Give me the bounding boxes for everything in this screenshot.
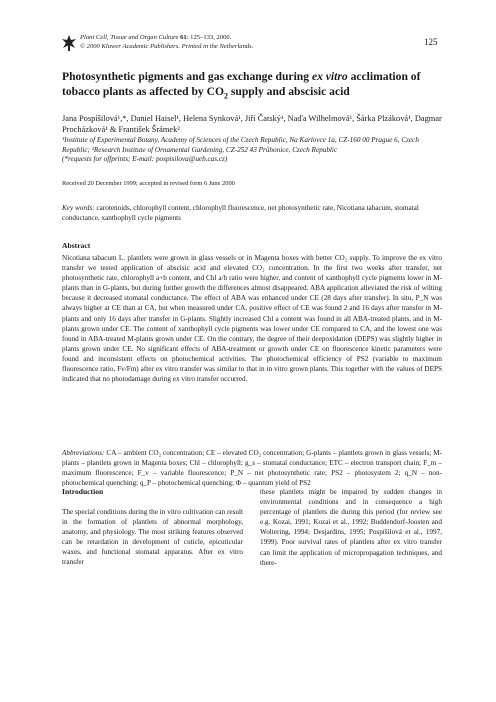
journal-pages: : 125–133, 2000.: [186, 34, 232, 41]
title-line-1: Photosynthetic pigments and gas exchange during ex vitro acclimation of: [62, 70, 421, 83]
title-italic-term: ex vitro: [311, 70, 348, 83]
keywords: [62, 203, 442, 223]
page-number: 125: [424, 37, 438, 47]
article-title: [62, 69, 442, 103]
affiliation-institutes: ¹Institute of Experimental Botany, Academy of Sciences of the Czech Republic, Na Karlovce 1a, CZ-160 00 Prague 6, Czech Republic; ²Research Institute of Ornamental Gardening, CZ-252 43 Průhonice, Czech Republic: [62, 136, 419, 154]
keywords-label: Key words:: [62, 204, 95, 212]
introduction-column-2: these plantlets might be impaired by sudden changes in environmental conditions and in consequence a high percentage of plantlets die during this period (for review see e.g. Kozai, 1991; Kozai et al., 1992; Buddendorf-Joosten and Woltering, 1994; Desjardins, 1995; Pospíšilová et al., 1997, 1999). Poor survival rates of plantlets after ex vitro transfer can limit the application of micropropagation techniques, and there-: [260, 488, 442, 567]
copyright-line: © 2000 Kluwer Academic Publishers. Printed in the Netherlands.: [80, 43, 254, 50]
author-list: Jana Pospíšilová¹,*, Daniel Haisel¹, Helena Synková¹, Jiří Čatský¹, Naďa Wilhelmová¹, Šárka Plzáková¹, Dagmar Procházková¹ & František Šrámek²: [62, 114, 442, 134]
journal-volume: 61: [180, 34, 187, 41]
received-dates: Received 20 December 1999; accepted in revised form 6 June 2000: [62, 180, 235, 187]
publisher-logo-icon: [61, 34, 77, 52]
abbreviations: [62, 448, 442, 488]
journal-name: Plant Cell, Tissue and Organ Culture: [80, 34, 179, 41]
introduction-heading: Introduction: [62, 487, 104, 496]
introduction-column-1: The special conditions during the in vitro cultivation can result in the formation of plantlets of abnormal morphology, anatomy, and physiology. The most striking features observed can be retardation in development of cuticle, epicuticular waxes, and functional stomatal apparatus. After ex vitro transfer: [62, 508, 243, 567]
journal-logo: [61, 34, 77, 52]
abstract-text: Nicotiana tabacum L. plantlets were grown in glass vessels or in Magenta boxes with better CO₂ supply. To improve the ex vitro transfer we tested application of abscisic acid and elevated CO₂ concentration. In the first two weeks after transfer, net photosynthetic rate, chlorophyll a+b content, and Chl a/b ratio were higher, and content of xanthophyll cycle pigments lower in M-plants than in G-plants, but during further growth the differences almost disappeared. ABA application alleviated the risk of wilting because it decreased stomatal conductance. The effect of ABA was enhanced under CE (28 days after transfer). In situ, P_N was always higher at CE than at CA, but when measured under CA, positive effect of CE was found 2 and 16 days after transfer in M-plants and only 16 days after transfer in G-plants. Slightly increased Chl a content was found in all ABA-treated plants, and in M-plants grown under CE. The content of xanthophyll cycle pigments was lower under CE compared to CA, and the lowest one was found in ABA-treated M-plants grown under CE. On the contrary, the degree of their deepoxidation (DEPS) was slightly higher in plants grown under CE. No significant effects of ABA-treatment or growth under CE on fluorescence kinetic parameters were found and inconsistent effects on photochemical activities. The photochemical efficiency of PS2 (variable to maximum fluorescence ratio, Fv/Fm) after ex vitro transfer was similar to that in in vitro grown plants. This together with the values of DEPS indicated that no photodamage during ex vitro transfer occurred.: [62, 254, 442, 384]
title-line-2: tobacco plants as affected by $CO_2$ supply and abscisic acid: [62, 85, 350, 101]
abstract-heading: Abstract: [62, 241, 91, 250]
affiliation-contact: (*requests for offprints; E-mail: pospisilova@ueb.cas.cz): [62, 155, 228, 164]
affiliations: [62, 136, 442, 165]
keywords-text: carotenoids, chlorophyll content, chlorophyll fluorescence, net photosynthetic rate, Nicotiana tabacum, stomatal conductance, xanthophyll cycle pigments: [62, 204, 419, 222]
abbreviations-label: Abbreviations:: [62, 449, 105, 457]
abbreviations-text: CA – ambient CO₂ concentration; CE – elevated CO₂ concentration; G-plants – plantlets grown in glass vessels; M-plants – plantlets grown in Magenta boxes; Chl – chlorophyll; g_s – stomatal conductance; ETC – electron transport chain; F_m – maximum fluorescence; F_v – variable fluorescence; P_N – net photosynthetic rate; PS2 – photosystem 2; q_N – non-photochemical quenching; q_P – photochemical quenching; Φ – quantum yield of PS2: [62, 449, 442, 488]
